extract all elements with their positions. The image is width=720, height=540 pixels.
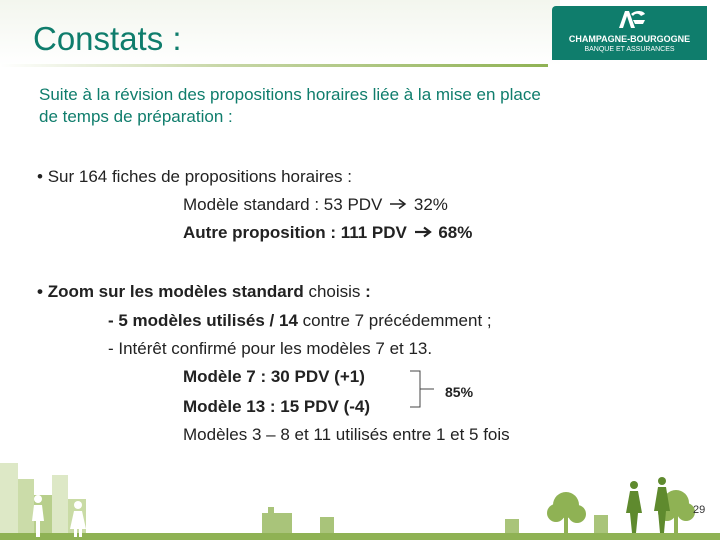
other-proposal-label: Autre proposition : 111 PDV bbox=[183, 223, 407, 242]
section2-heading bbox=[37, 281, 371, 302]
brand-logo bbox=[552, 6, 707, 60]
bullet: • bbox=[37, 167, 43, 186]
model-7-line: Modèle 7 : 30 PDV (+1) bbox=[183, 367, 365, 386]
standard-model-line bbox=[183, 194, 448, 215]
ca-logo-icon bbox=[617, 8, 647, 30]
combined-percentage: 85% bbox=[445, 384, 474, 400]
other-proposal-line bbox=[183, 222, 472, 243]
header bbox=[0, 0, 720, 70]
intro-line-1: Suite à la révision des propositions horaires liée à la mise en place bbox=[39, 85, 541, 104]
other-proposal-value: 68% bbox=[438, 223, 473, 242]
standard-model-label: Modèle standard : 53 PDV bbox=[183, 195, 383, 214]
section2-heading-normal: choisis bbox=[308, 282, 361, 301]
section2-item-1 bbox=[108, 310, 492, 331]
item1-bold: - 5 modèles utilisés / 14 bbox=[108, 311, 298, 330]
section1-heading-text: Sur 164 fiches de propositions horaires : bbox=[47, 167, 352, 186]
logo-subtitle: BANQUE ET ASSURANCES bbox=[584, 46, 675, 53]
intro-line-2: de temps de préparation : bbox=[39, 107, 233, 126]
section2-heading-colon: : bbox=[365, 282, 371, 301]
bracket-connector bbox=[408, 369, 438, 409]
item1-normal: contre 7 précédemment ; bbox=[302, 311, 492, 330]
bullet: • bbox=[37, 282, 43, 301]
section1-heading bbox=[37, 166, 352, 187]
header-divider bbox=[0, 64, 548, 67]
arrow-right-icon bbox=[387, 198, 409, 210]
standard-model-value: 32% bbox=[413, 195, 448, 214]
page-title: Constats : bbox=[33, 20, 182, 57]
other-models-line: Modèles 3 – 8 et 11 utilisés entre 1 et 5 fois bbox=[183, 425, 510, 444]
footer-decoration bbox=[0, 455, 720, 540]
arrow-right-icon bbox=[412, 226, 434, 238]
logo-name: CHAMPAGNE-BOURGOGNE bbox=[568, 34, 691, 44]
section2-item-2: - Intérêt confirmé pour les modèles 7 et 13. bbox=[108, 339, 433, 358]
section2-heading-bold: Zoom sur les modèles standard bbox=[47, 282, 304, 301]
model-13-line: Modèle 13 : 15 PDV (-4) bbox=[183, 397, 371, 416]
page-number: 29 bbox=[693, 504, 706, 516]
